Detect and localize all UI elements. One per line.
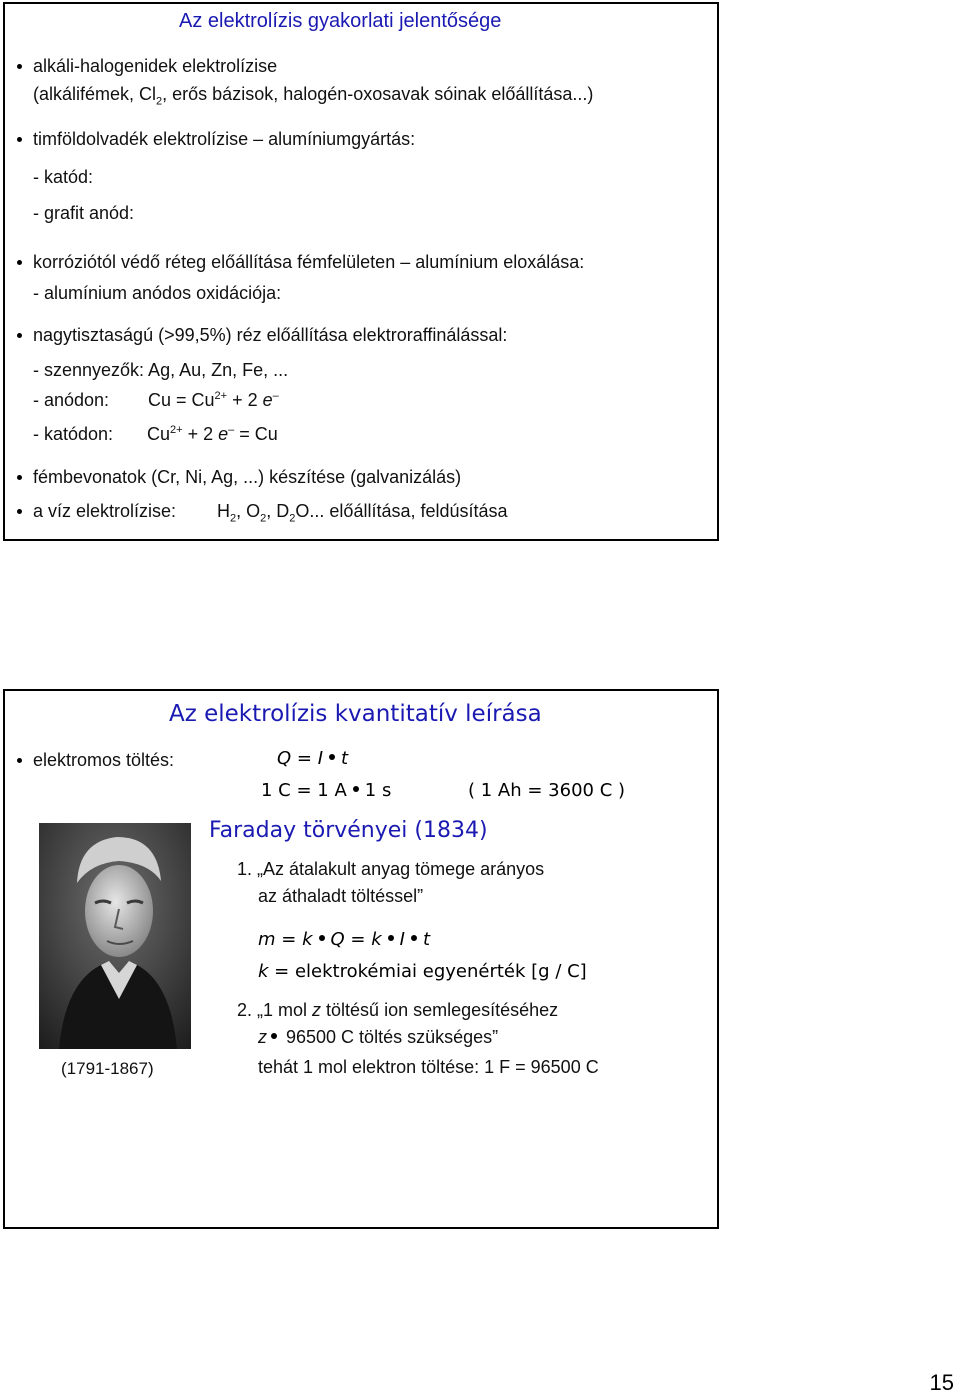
bullet-text: alkáli-halogenidek elektrolízise — [33, 56, 278, 76]
bullet-icon — [17, 64, 22, 69]
slide-quantitative-description — [3, 689, 719, 1229]
faraday-title: Faraday törvényei (1834) — [209, 818, 488, 843]
unit-equation: 1 C = 1 A 1 s — [261, 780, 392, 801]
bullet-text: korróziótól védő réteg előállítása fémfelületen – alumínium eloxálása: — [33, 252, 585, 272]
charge-equation: Q = I t — [277, 748, 349, 769]
bullet-text-cont: (alkálifémek, $Cl_2$, erős bázisok, halogén-oxosavak sóinak előállítása...) — [33, 84, 594, 108]
anode-label: - grafit anód: — [33, 203, 135, 223]
electrochemical-equivalent: k = elektrokémiai egyenérték [g / C] — [258, 961, 587, 982]
bullet-icon — [17, 509, 22, 514]
page-number: 15 — [929, 1370, 954, 1395]
bullet-text: fémbevonatok (Cr, Ni, Ag, ...) készítése (galvanizálás) — [33, 467, 462, 487]
faraday-law-2-cont: z 96500 C töltés szükséges” — [258, 1027, 499, 1047]
anode-reaction-equation: $Cu = Cu^{2+} + 2$ e– — [148, 390, 279, 410]
bullet-text: nagytisztaságú (>99,5%) réz előállítása elektroraffinálással: — [33, 325, 508, 345]
charge-label: elektromos töltés: — [33, 750, 175, 770]
faraday-law-1: 1. „Az átalakult anyag tömege arányos — [237, 859, 545, 879]
bullet-icon — [17, 260, 22, 265]
faraday-portrait — [39, 823, 191, 1049]
faraday-law-1-cont: az áthaladt töltéssel” — [258, 886, 424, 906]
bullet-icon — [17, 333, 22, 338]
impurities-line: - szennyezők: Ag, Au, Zn, Fe, ... — [33, 360, 289, 380]
bullet-icon — [17, 758, 22, 763]
bullet-text: a víz elektrolízise: — [33, 501, 177, 521]
portrait-caption: (1791-1867) — [61, 1059, 154, 1078]
bullet-text: timföldolvadék elektrolízise – alumíniumgyártás: — [33, 129, 416, 149]
faraday-constant: tehát 1 mol elektron töltése: 1 F = 96500 C — [258, 1057, 599, 1077]
mass-equation: m = k Q = k I t — [258, 929, 431, 950]
slide-practical-significance — [3, 2, 719, 541]
bullet-text-cont: - alumínium anódos oxidációja: — [33, 283, 282, 303]
slide-title: Az elektrolízis gyakorlati jelentősége — [179, 10, 502, 32]
cathode-reaction-equation: $Cu^{2+} + 2$ e– = Cu — [147, 424, 278, 444]
slide-title: Az elektrolízis kvantitatív leírása — [169, 701, 542, 727]
amp-hour-equation: ( 1 Ah = 3600 C ) — [468, 780, 626, 801]
water-products: $H_2$, $O_2$, $D_2O$... előállítása, feldúsítása — [217, 501, 508, 525]
cathode-reaction-label: - katódon: — [33, 424, 114, 444]
cathode-label: - katód: — [33, 167, 94, 187]
bullet-icon — [17, 137, 22, 142]
bullet-icon — [17, 475, 22, 480]
anode-reaction-label: - anódon: — [33, 390, 110, 410]
faraday-law-2: 2. „1 mol z töltésű ion semlegesítéséhez — [237, 1000, 559, 1020]
